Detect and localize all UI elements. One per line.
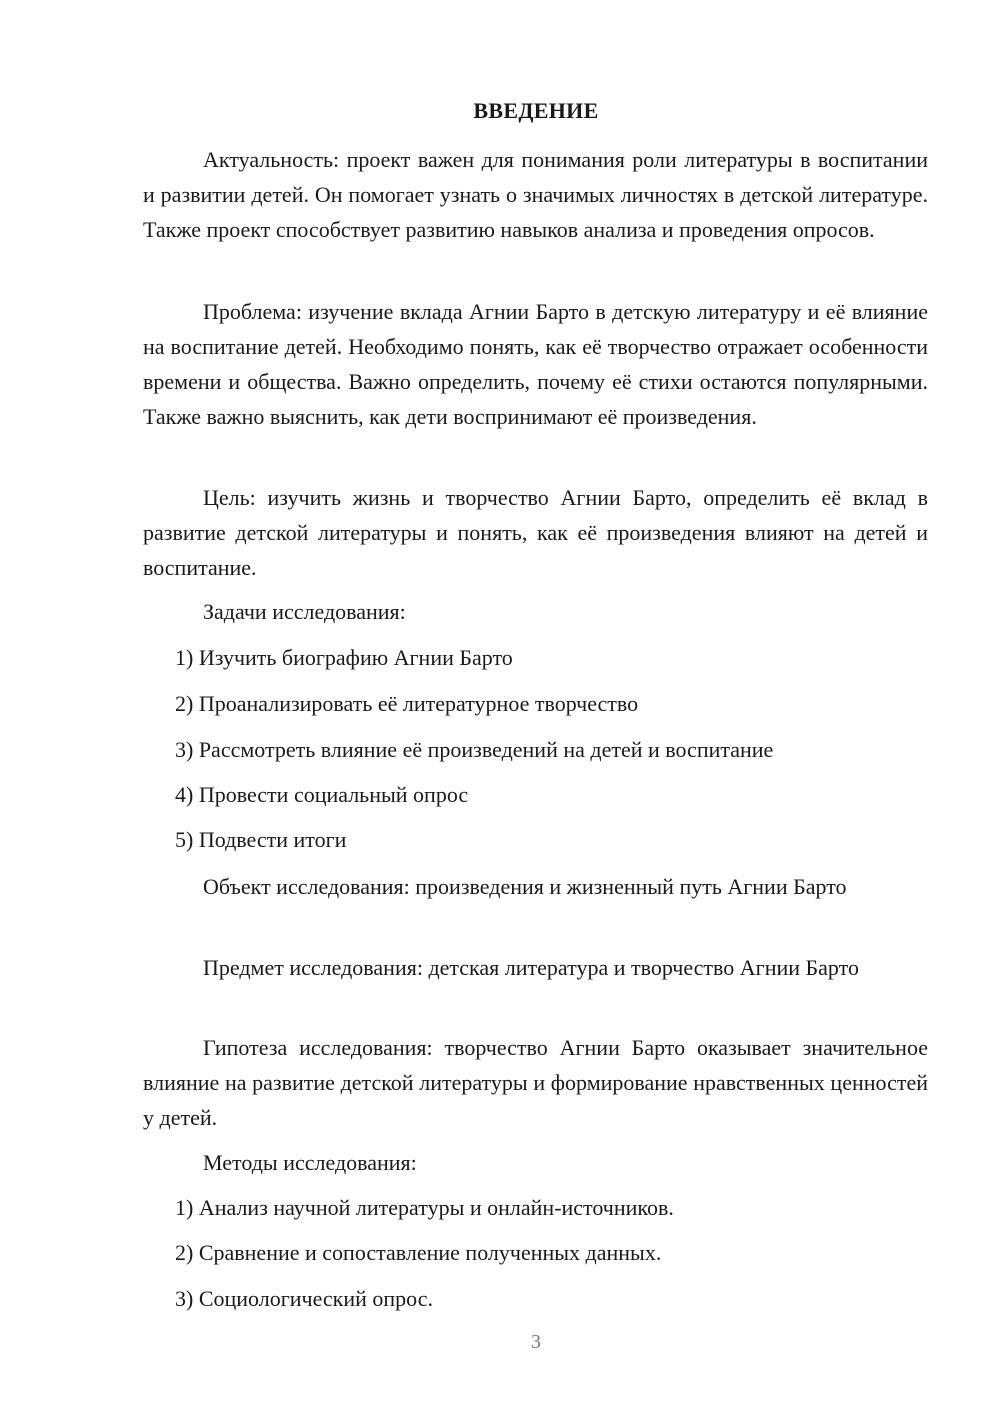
- goal-paragraph: Цель: изучить жизнь и творчество Агнии Барто, определить её вклад в развитие детской литературы и понять, как её произведения влияют на детей и воспитание.: [143, 485, 928, 580]
- relevance-paragraph: Актуальность: проект важен для понимания роли литературы в воспитании и развитии детей. Он помогает узнать о значимых личностях в детской литературе. Также проект способствует развитию навыков анализа и проведения опросов.: [143, 147, 928, 242]
- methods-heading: Методы исследования:: [203, 1150, 417, 1175]
- object-paragraph: Объект исследования: произведения и жизненный путь Агнии Барто: [203, 874, 847, 899]
- tasks-heading: Задачи исследования:: [203, 599, 406, 624]
- subject-paragraph: Предмет исследования: детская литература и творчество Агнии Барто: [203, 955, 859, 980]
- task-item: 1) Изучить биографию Агнии Барто: [175, 645, 513, 670]
- task-item: 5) Подвести итоги: [175, 827, 347, 852]
- page-number: 3: [531, 1331, 541, 1353]
- task-item: 3) Рассмотреть влияние её произведений на детей и воспитание: [175, 737, 774, 762]
- method-item: 3) Социологический опрос.: [175, 1286, 433, 1311]
- method-item: 1) Анализ научной литературы и онлайн-источников.: [175, 1195, 674, 1220]
- page-title: ВВЕДЕНИЕ: [473, 98, 599, 123]
- task-item: 2) Проанализировать её литературное творчество: [175, 691, 639, 716]
- hypothesis-paragraph: Гипотеза исследования: творчество Агнии Барто оказывает значительное влияние на развитие детской литературы и формирование нравственных ценностей у детей.: [143, 1035, 928, 1130]
- method-item: 2) Сравнение и сопоставление полученных данных.: [175, 1240, 662, 1265]
- task-item: 4) Провести социальный опрос: [175, 782, 469, 807]
- problem-paragraph: Проблема: изучение вклада Агнии Барто в детскую литературу и её влияние на воспитание детей. Необходимо понять, как её творчество отражает особенности времени и общества. Важно определить, почему её стихи остаются популярными. Также важно выяснить, как дети воспринимают её произведения.: [143, 299, 928, 429]
